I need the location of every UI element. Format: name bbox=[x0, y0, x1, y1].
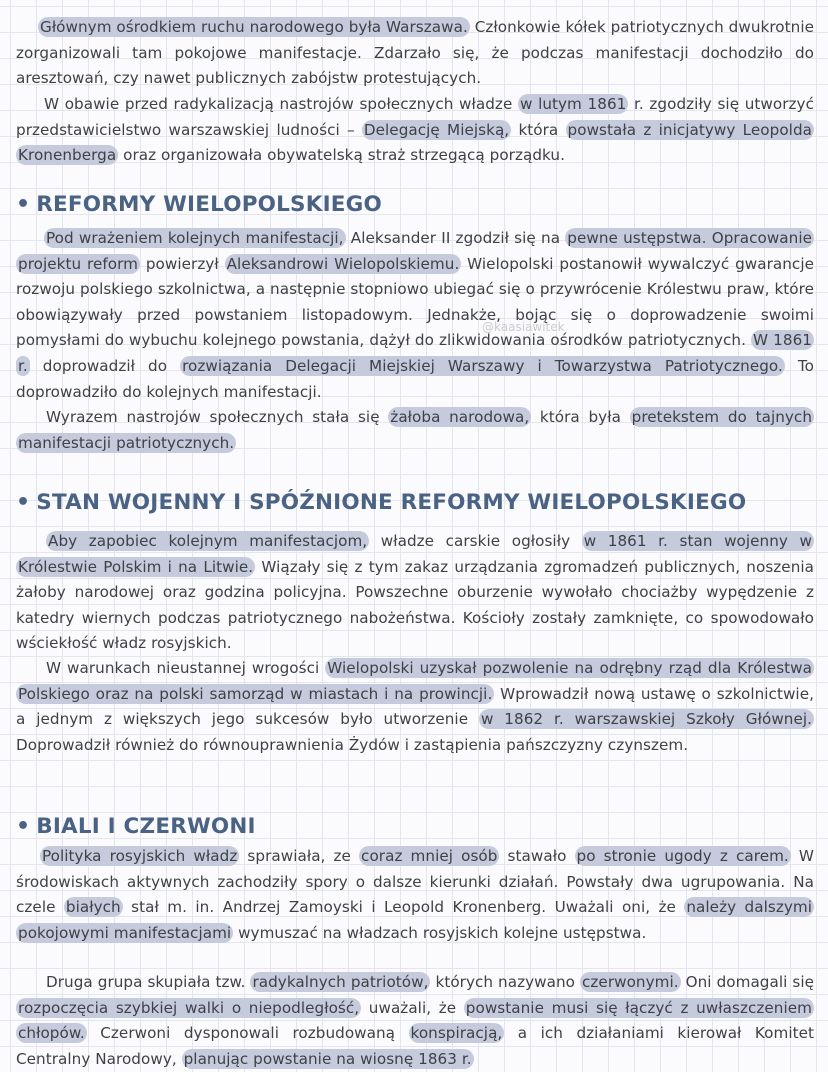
highlight: rozwiązania Delegacji Miejskiej Warszawy i Towarzystwa Patriotycznego. bbox=[182, 356, 783, 375]
highlight: konspiracją, bbox=[410, 1024, 503, 1043]
intro-paragraph-1 bbox=[16, 15, 814, 92]
stan-wojenny-paragraph-1 bbox=[16, 529, 814, 657]
bullet-icon: • bbox=[16, 814, 31, 839]
highlight: rozpoczęcia szybkiej walki o niepodległość, bbox=[18, 998, 360, 1017]
highlight: coraz mniej osób bbox=[361, 847, 498, 865]
highlight: Głównym ośrodkiem ruchu narodowego była Warszawa. bbox=[40, 18, 468, 36]
text: władze carskie ogłosiły bbox=[369, 532, 582, 550]
highlight: Wielopolski uzyskał pozwolenie na odrębny rząd dla Królestwa Polskiego oraz na polski samorząd w miastach i na prowincji. bbox=[18, 659, 812, 703]
highlight: pretekstem do tajnych manifestacji patriotycznych. bbox=[18, 408, 812, 452]
section-heading-reformy bbox=[16, 192, 382, 217]
text: sprawiała, ze bbox=[239, 847, 360, 865]
highlight: żałoba narodowa, bbox=[390, 408, 530, 426]
highlight: Aleksandrowi Wielopolskiemu. bbox=[226, 254, 460, 273]
text: Wprowadził nową ustawę o szkolnictwie, a jednym z większych jego sukcesów było utworzenie bbox=[16, 684, 814, 729]
bullet-icon: • bbox=[16, 490, 31, 515]
bullet-icon: • bbox=[16, 192, 31, 217]
text: oraz organizowała obywatelską straż strzegącą porządku. bbox=[118, 146, 565, 165]
text: uważali, że bbox=[361, 998, 464, 1017]
highlight: po stronie ugody z carem. bbox=[576, 847, 789, 865]
heading-text: STAN WOJENNY I SPÓŹNIONE REFORMY WIELOPOLSKIEGO bbox=[36, 490, 747, 515]
text: Druga grupa skupiała tzw. bbox=[46, 973, 251, 991]
section-heading-stan-wojenny bbox=[16, 490, 746, 515]
text: stawało bbox=[499, 847, 575, 865]
text: stał m. in. Andrzej Zamoyski i Leopold Kronenberg. Uważali oni, że bbox=[122, 898, 685, 917]
intro-paragraph-2 bbox=[16, 92, 814, 169]
highlight: Polityka rosyjskich władz bbox=[42, 847, 238, 865]
text: która była bbox=[531, 408, 630, 426]
highlight: Delegację Miejską, bbox=[363, 120, 510, 139]
highlight: Aby zapobiec kolejnym manifestacjom, bbox=[48, 532, 368, 550]
text: W warunkach nieustannej wrogości bbox=[46, 659, 326, 677]
reformy-paragraph-2 bbox=[16, 405, 814, 456]
text: Aleksander II zgodził się na bbox=[345, 229, 566, 247]
text: Wyrazem nastrojów społecznych stała się bbox=[46, 408, 389, 426]
text: Wiązały się z tym zakaz urządzania zgromadzeń publicznych, noszenia żałoby narodowej oraz godzina policyjna. Powszechne oburzenie wywołało chociażby wypędzenie z katedry wiernych podczas patriotycznego nabożeństwa. Kościoły zostały zamknięte, co spowodowało wściekłość władz rosyjskich. bbox=[16, 557, 815, 653]
text: doprowadził do bbox=[29, 356, 181, 375]
highlight: w 1862 r. warszawskiej Szkoły Głównej. bbox=[480, 710, 813, 729]
text: Doprowadził również do równouprawnienia Żydów i zastąpienia pańszczyzny czynszem. bbox=[16, 735, 689, 754]
text: W obawie przed radykalizacją nastrojów społecznych władze bbox=[44, 95, 518, 113]
text: a ich działaniami kierował Komitet Centralny Narodowy, bbox=[16, 1024, 815, 1068]
text: To doprowadziło do kolejnych manifestacji. bbox=[16, 356, 814, 401]
text: Czerwoni dysponowali rozbudowaną bbox=[86, 1024, 409, 1043]
text: powierzył bbox=[140, 254, 225, 273]
watermark: @kaasiawitek bbox=[482, 320, 565, 334]
heading-text: REFORMY WIELOPOLSKIEGO bbox=[36, 192, 382, 217]
text: która bbox=[511, 120, 566, 139]
highlight: białych bbox=[65, 898, 121, 917]
text: Członkowie kółek patriotycznych dwukrotnie zorganizowali tam pokojowe manifestacje. Zdarzało się, że podczas manifestacji dochodziło do aresztowań, czy nawet publicznych zabójstw protestujących. bbox=[16, 18, 814, 88]
text: Oni domagali się bbox=[680, 973, 815, 991]
highlight: w 1861 r. stan wojenny w Królestwie Polskim i na Litwie. bbox=[18, 532, 812, 576]
highlight: w lutym 1861 bbox=[519, 95, 627, 113]
highlight: powstanie musi się łączyć z uwłaszczeniem chłopów. bbox=[18, 998, 812, 1043]
highlight: czerwonymi. bbox=[582, 973, 679, 991]
biali-czerwoni-paragraph-1 bbox=[16, 844, 814, 946]
section-heading-biali-czerwoni bbox=[16, 814, 256, 839]
text: Wielopolski postanowił wywalczyć gwarancje rozwoju polskiego szkolnictwa, a następnie stopniowo ubiegać się o przywrócenie Królestwu praw, które obowiązywały przed powstaniem listopadowym. Jednakże, bojąc się o doprowadzenie swoimi pomysłami do wybuchu kolejnego powstania, dążył do zlikwidowania ośrodków patriotycznych. bbox=[16, 254, 814, 350]
text: których nazywano bbox=[430, 973, 580, 991]
highlight: W 1861 r. bbox=[18, 331, 812, 375]
stan-wojenny-paragraph-2 bbox=[16, 656, 814, 758]
text: r. zgodziły się utworzyć przedstawicielstwo warszawskiej ludności – bbox=[16, 95, 814, 139]
highlight: powstała z inicjatywy Leopolda Kronenberga bbox=[18, 120, 812, 165]
highlight: pewne ustępstwa. Opracowanie projektu reform bbox=[18, 229, 812, 273]
highlight: planując powstanie na wiosnę 1863 r. bbox=[183, 1049, 472, 1068]
text: wymuszać na władzach rosyjskich kolejne ustępstwa. bbox=[233, 923, 647, 942]
highlight: należy dalszymi pokojowymi manifestacjami bbox=[18, 898, 813, 942]
text: W środowiskach aktywnych zachodziły spory o dalsze kierunki działań. Powstały dwa ugrupowania. Na czele bbox=[16, 847, 814, 917]
biali-czerwoni-paragraph-2 bbox=[16, 970, 814, 1072]
heading-text: BIALI I CZERWONI bbox=[36, 814, 256, 839]
highlight: radykalnych patriotów, bbox=[252, 973, 429, 991]
highlight: Pod wrażeniem kolejnych manifestacji, bbox=[46, 229, 344, 247]
reformy-paragraph-1 bbox=[16, 226, 814, 405]
